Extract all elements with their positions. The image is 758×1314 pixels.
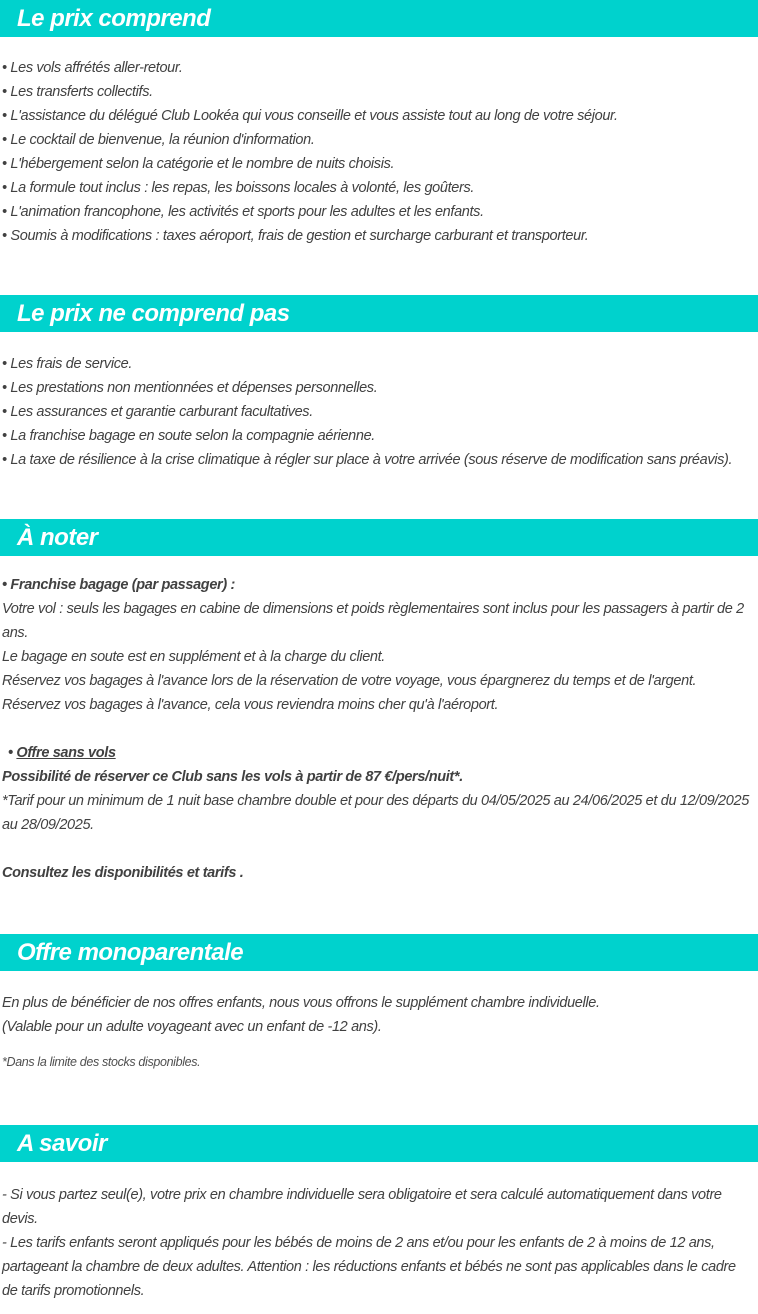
- bullet-item: • La formule tout inclus : les repas, les boissons locales à volonté, les goûters.: [2, 180, 475, 196]
- bullet-item: • L'assistance du délégué Club Lookéa qui vous conseille et vous assiste tout au long de votre séjour.: [2, 108, 618, 124]
- bullet-item: • L'animation francophone, les activités et sports pour les adultes et les enfants.: [2, 204, 484, 220]
- offre-sans-vols-heading: [2, 741, 750, 765]
- monoparentale-line: (Valable pour un adulte voyageant avec un enfant de -12 ans).: [2, 1019, 382, 1035]
- section-header-le-prix-ne-comprend-pas: [0, 295, 758, 332]
- section-title-le-prix-comprend: Le prix comprend: [17, 4, 211, 32]
- bullet-item: • Les frais de service.: [2, 356, 132, 372]
- bullet-item: • Les assurances et garantie carburant facultatives.: [2, 404, 313, 420]
- le-prix-ne-comprend-pas-body: [0, 332, 758, 519]
- bullet-glyph: •: [8, 745, 17, 761]
- section-le-prix-comprend: [0, 0, 758, 295]
- bullet-item: • Soumis à modifications : taxes aéroport, frais de gestion et surcharge carburant et transporteur.: [2, 228, 589, 244]
- section-title-le-prix-ne-comprend-pas: Le prix ne comprend pas: [17, 299, 290, 327]
- section-le-prix-ne-comprend-pas: [0, 295, 758, 519]
- franchise-line: Réservez vos bagages à l'avance, cela vous reviendra moins cher qu'à l'aéroport.: [2, 697, 499, 713]
- bullet-item: • Les vols affrétés aller-retour.: [2, 60, 183, 76]
- offre-sans-vols-label: Offre sans vols: [16, 745, 116, 761]
- section-header-a-savoir: [0, 1125, 758, 1162]
- a-savoir-paragraph: - Les tarifs enfants seront appliqués pour les bébés de moins de 2 ans et/ou pour les enfants de 2 à moins de 12 ans, partageant la chambre de deux adultes. Attention : les réductions enfants et bébés ne sont pas applicables dans le cadre de tarifs promotionnels.: [2, 1235, 736, 1299]
- franchise-line: Votre vol : seuls les bagages en cabine de dimensions et poids règlementaires sont inclus pour les passagers à partir de 2 ans.: [2, 601, 744, 641]
- offre-monoparentale-body: [0, 971, 758, 1125]
- a-savoir-body: [0, 1162, 758, 1314]
- bullet-item: • L'hébergement selon la catégorie et le nombre de nuits choisis.: [2, 156, 395, 172]
- bullet-item: • Les prestations non mentionnées et dépenses personnelles.: [2, 380, 378, 396]
- franchise-bagage-heading: • Franchise bagage (par passager) :: [2, 577, 235, 593]
- section-header-a-noter: [0, 519, 758, 556]
- section-offre-monoparentale: [0, 934, 758, 1125]
- availability-link[interactable]: Consultez les disponibilités et tarifs .: [2, 865, 244, 881]
- bullet-item: • La franchise bagage en soute selon la compagnie aérienne.: [2, 428, 375, 444]
- section-header-offre-monoparentale: [0, 934, 758, 971]
- bullet-item: • Le cocktail de bienvenue, la réunion d'information.: [2, 132, 315, 148]
- franchise-line: Réservez vos bagages à l'avance lors de la réservation de votre voyage, vous épargnerez du temps et de l'argent.: [2, 673, 697, 689]
- stock-footnote: *Dans la limite des stocks disponibles.: [2, 1055, 201, 1069]
- possibilite-line: Possibilité de réserver ce Club sans les vols à partir de 87 €/pers/nuit*.: [2, 769, 463, 785]
- franchise-line: Le bagage en soute est en supplément et à la charge du client.: [2, 649, 385, 665]
- section-a-noter: [0, 519, 758, 934]
- monoparentale-line: En plus de bénéficier de nos offres enfants, nous vous offrons le supplément chambre individuelle.: [2, 995, 600, 1011]
- section-title-offre-monoparentale: Offre monoparentale: [17, 938, 244, 966]
- bullet-item: • La taxe de résilience à la crise climatique à régler sur place à votre arrivée (sous réserve de modification sans préavis).: [2, 452, 733, 468]
- section-title-a-savoir: A savoir: [17, 1129, 107, 1157]
- section-title-a-noter: À noter: [17, 523, 98, 551]
- tarif-note: *Tarif pour un minimum de 1 nuit base chambre double et pour des départs du 04/05/2025 au 24/06/2025 et du 12/09/2025 au 28/09/2025.: [2, 793, 749, 833]
- section-a-savoir: [0, 1125, 758, 1314]
- a-noter-body: [0, 556, 758, 934]
- bullet-item: • Les transferts collectifs.: [2, 84, 153, 100]
- a-savoir-paragraph: - Si vous partez seul(e), votre prix en chambre individuelle sera obligatoire et sera calculé automatiquement dans votre devis.: [2, 1187, 722, 1227]
- le-prix-comprend-body: [0, 37, 758, 295]
- section-header-le-prix-comprend: [0, 0, 758, 37]
